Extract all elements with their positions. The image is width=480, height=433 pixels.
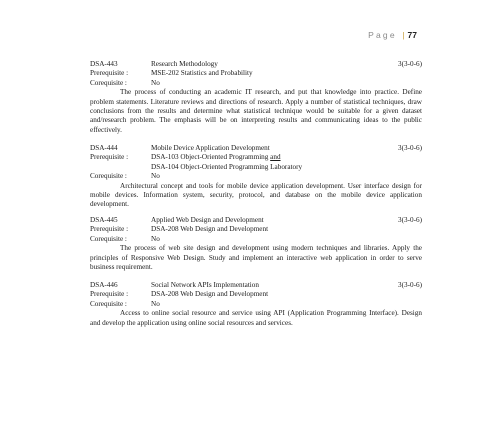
- prerequisite-value: MSE-202 Statistics and Probability: [151, 69, 253, 78]
- corequisite-row: [90, 235, 422, 244]
- corequisite-label: Corequisite :: [90, 172, 127, 181]
- corequisite-value: No: [151, 234, 160, 243]
- corequisite-value: No: [151, 78, 160, 87]
- prerequisite-label: Prerequisite :: [90, 69, 129, 78]
- course-credits: 3(3-0-6): [398, 281, 422, 289]
- course-credits: 3(3-0-6): [398, 144, 422, 152]
- prerequisite-course: DSA-103 Object-Oriented Programming: [151, 153, 269, 162]
- course-description: [90, 244, 422, 272]
- prerequisite-row: [90, 290, 422, 299]
- prerequisite-row: [90, 153, 422, 162]
- prerequisite-value: DSA-104 Object-Oriented Programming Laboratory: [151, 162, 303, 171]
- course-title: Applied Web Design and Development: [151, 216, 264, 224]
- page-number: 77: [407, 30, 417, 40]
- course-description: [90, 182, 422, 210]
- corequisite-value: No: [151, 172, 160, 181]
- course-heading: [90, 216, 422, 225]
- course-description-text: Architectural concept and tools for mobile device application development. User interface design for mobile devices. Information system, security, protocol, and database on the mobile device application development.: [90, 181, 422, 209]
- corequisite-row: [90, 172, 422, 181]
- course-code: DSA-444: [90, 144, 118, 152]
- course-title: Mobile Device Application Development: [151, 144, 270, 152]
- header-separator: |: [402, 30, 405, 40]
- page-word: Page: [368, 30, 397, 40]
- course-credits: 3(3-0-6): [398, 60, 422, 68]
- course-block: [90, 216, 422, 272]
- corequisite-label: Corequisite :: [90, 78, 127, 87]
- course-description-text: Access to online social resource and service using API (Application Programming Interface). Design and develop the application using online social resources and services.: [90, 309, 422, 327]
- course-description-text: The process of conducting an academic IT research, and put that knowledge into practice. Define problem statements. Literature reviews and directions of research. Apply a number of statistical techniques, draw conclusions from the results and determine what statistical technique would be suitable for a given dataset and/research problem. The emphasis will be on interpreting results and communicating ideas to the public effectively.: [90, 88, 422, 134]
- prerequisite-label: Prerequisite :: [90, 225, 129, 234]
- prerequisite-row-continued: [90, 163, 422, 172]
- course-description: [90, 88, 422, 135]
- course-code: DSA-445: [90, 216, 118, 224]
- course-description-text: The process of web site design and development using modern techniques and libraries. Apply the principles of Responsive Web Design. Study and implement an interactive web application in order to serve business requirement.: [90, 244, 422, 272]
- prerequisite-row: [90, 225, 422, 234]
- course-title: Research Methodology: [151, 60, 218, 68]
- prerequisite-value: [151, 153, 422, 162]
- course-code: DSA-443: [90, 60, 118, 68]
- prerequisite-row: [90, 69, 422, 78]
- corequisite-label: Corequisite :: [90, 299, 127, 308]
- course-code: DSA-446: [90, 281, 118, 289]
- prerequisite-label: Prerequisite :: [90, 290, 129, 299]
- course-heading: [90, 144, 422, 153]
- course-title: Social Network APIs Implementation: [151, 281, 259, 289]
- course-block: [90, 60, 422, 135]
- corequisite-row: [90, 79, 422, 88]
- course-block: [90, 281, 422, 328]
- course-heading: [90, 60, 422, 69]
- prerequisite-label: Prerequisite :: [90, 153, 129, 162]
- corequisite-value: No: [151, 299, 160, 308]
- prerequisite-value: DSA-208 Web Design and Development: [151, 290, 269, 299]
- course-description: [90, 309, 422, 328]
- course-block: [90, 144, 422, 210]
- corequisite-label: Corequisite :: [90, 234, 127, 243]
- page-header: [368, 30, 417, 40]
- corequisite-row: [90, 300, 422, 309]
- prerequisite-value: DSA-208 Web Design and Development: [151, 225, 269, 234]
- course-credits: 3(3-0-6): [398, 216, 422, 224]
- course-heading: [90, 281, 422, 290]
- prerequisite-connector: and: [270, 153, 281, 162]
